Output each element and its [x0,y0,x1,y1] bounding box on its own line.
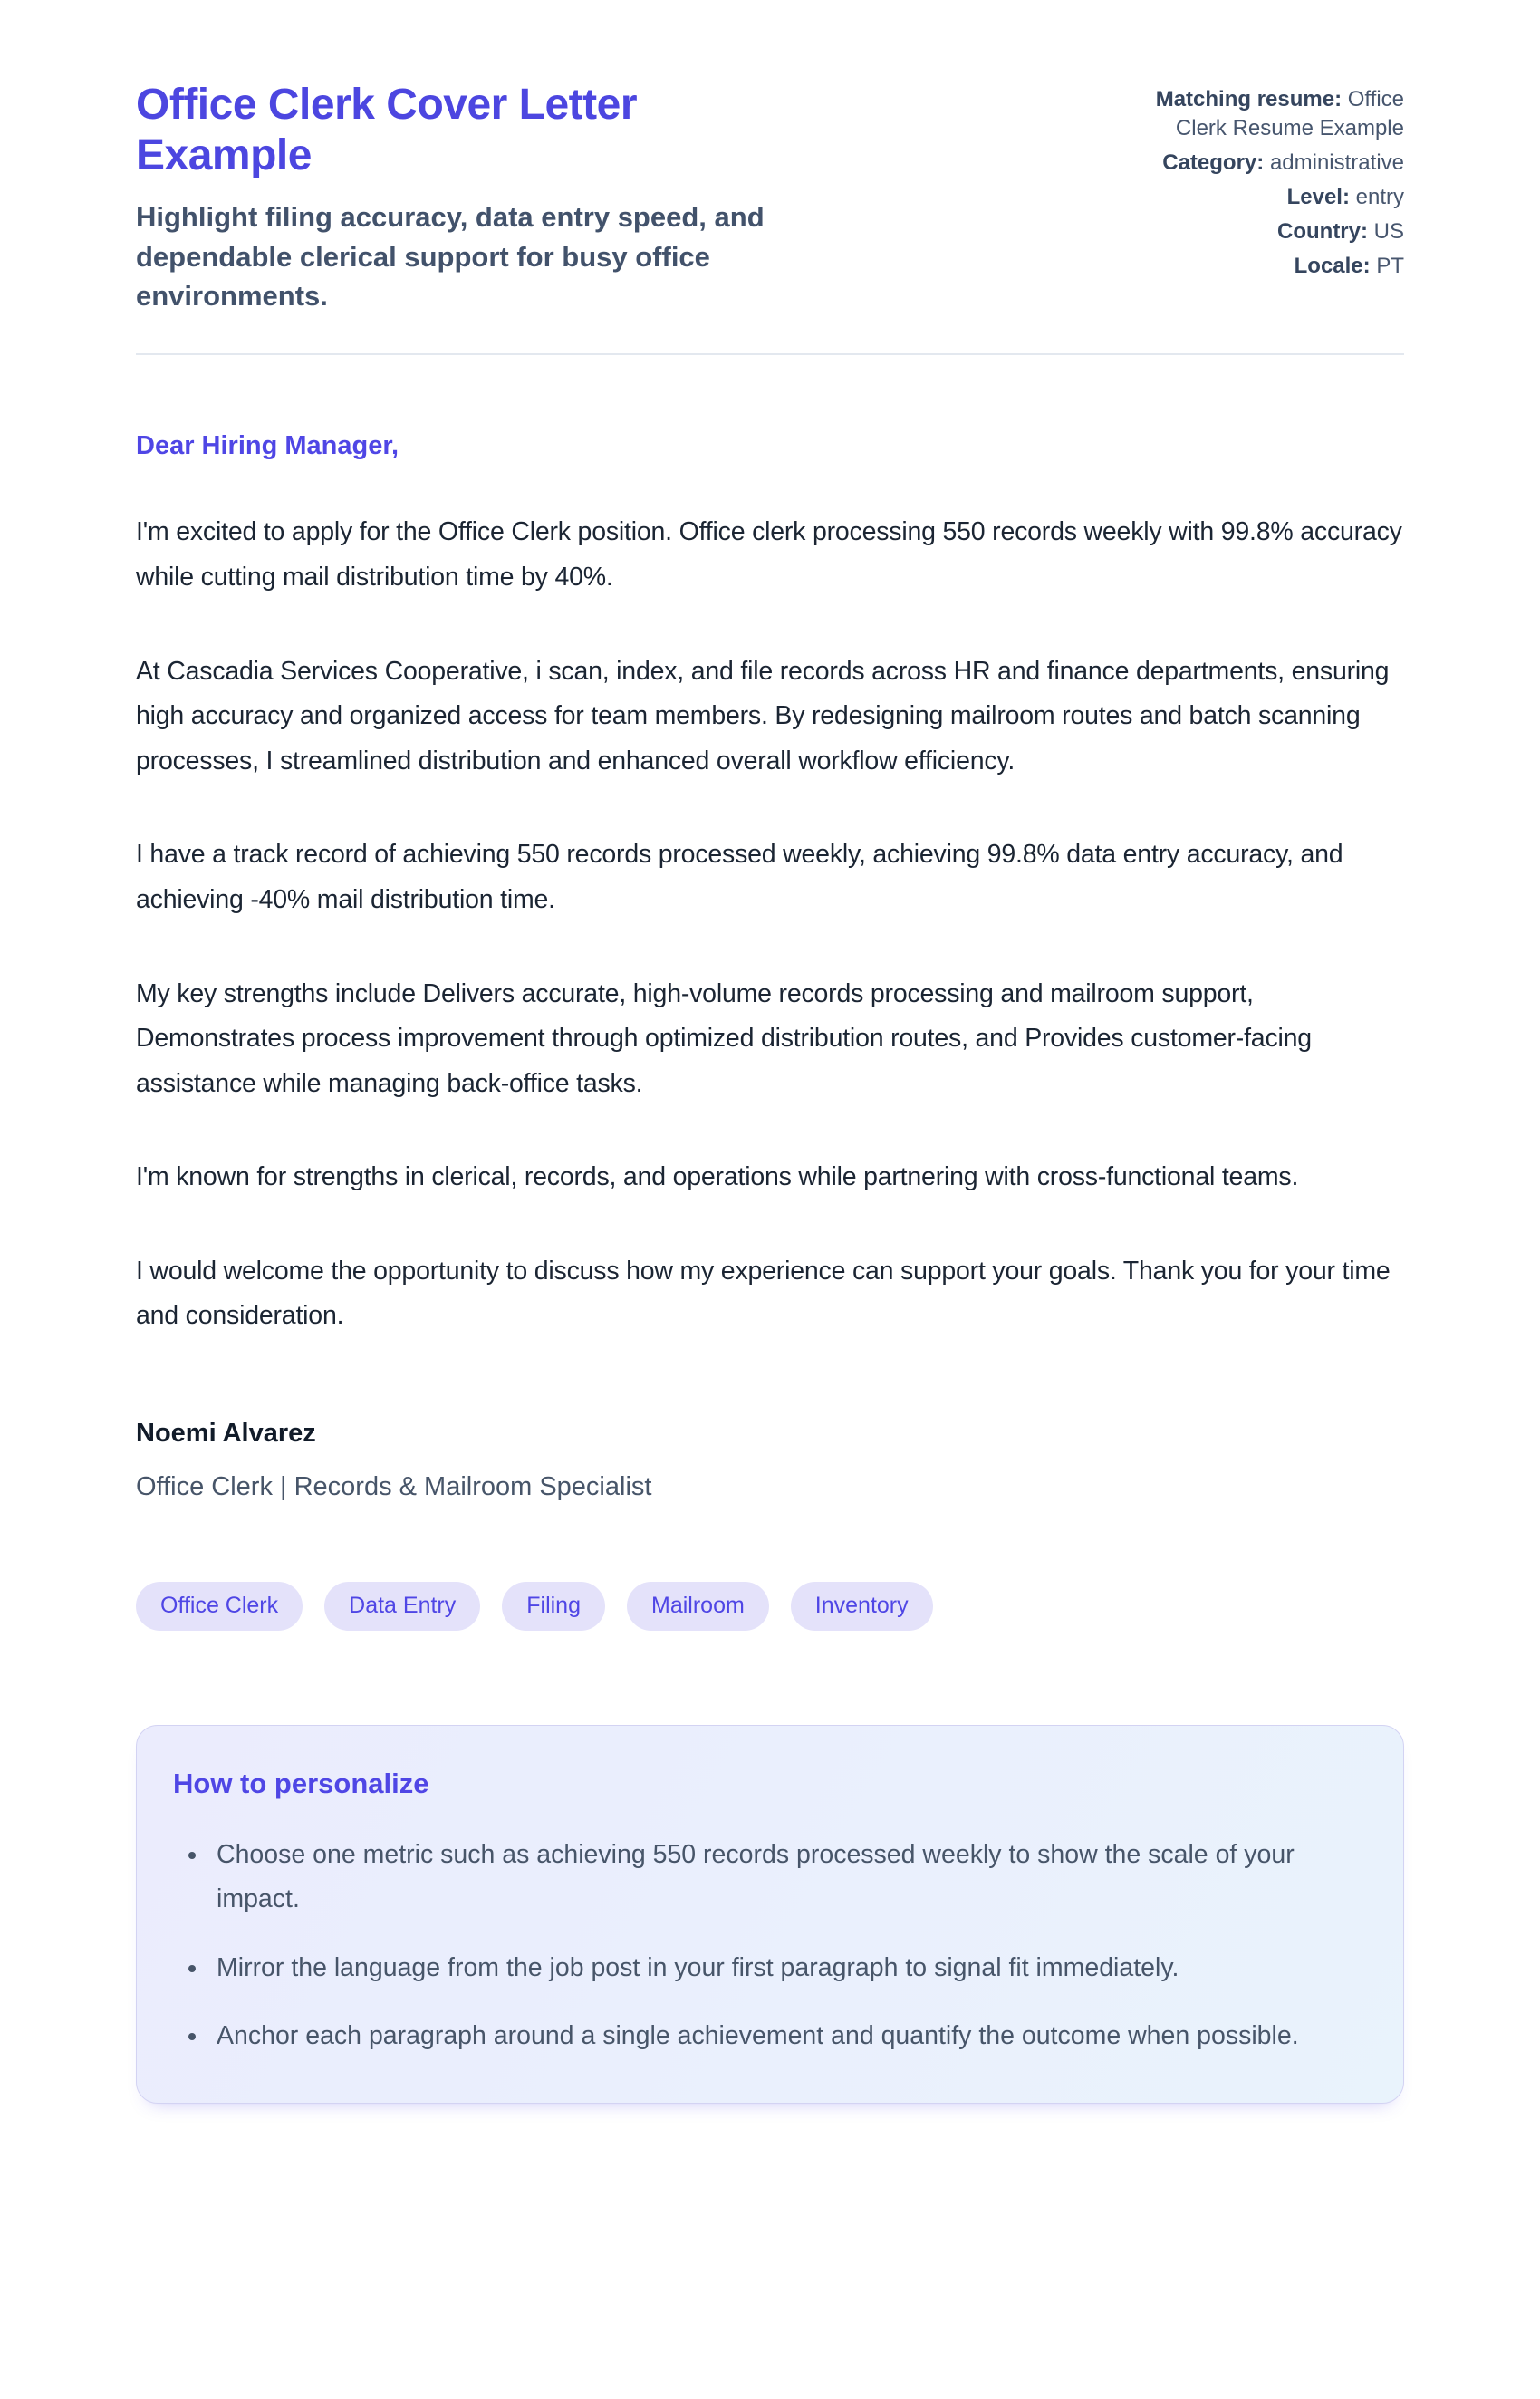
letter-paragraph-6: I would welcome the opportunity to discuss how my experience can support your goals. Thank you for your time and consideration. [136,1256,1391,1331]
meta-locale [1150,252,1404,281]
letter-body [136,431,1404,1502]
meta-country [1150,217,1404,246]
page-subtitle: Highlight filing accuracy, data entry speed, and dependable clerical support for busy office environments. [136,201,765,313]
signature-title: Office Clerk | Records & Mailroom Specialist [136,1472,652,1501]
letter-greeting: Dear Hiring Manager, [136,431,399,461]
personalize-item-3: • Anchor each paragraph around a single achievement and quantify the outcome when possible. [209,2014,1360,2059]
meta-category-label: Category: [1162,149,1265,175]
meta-locale-value: PT [1376,253,1404,278]
letter-paragraph-1: I'm excited to apply for the Office Clerk position. Office clerk processing 550 records weekly with 99.8% accuracy while cutting mail distribution time by 40%. [136,517,1402,593]
personalize-item-1: • Choose one metric such as achieving 550 records processed weekly to show the scale of your impact. [209,1833,1360,1922]
tag-office-clerk[interactable]: Office Clerk [136,1582,303,1631]
tag-list [136,1582,1404,1631]
resume-meta-block [1150,80,1404,285]
meta-level [1150,183,1404,212]
personalize-heading: How to personalize [173,1767,429,1799]
tag-data-entry[interactable]: Data Entry [324,1582,480,1631]
letter-paragraph-2: At Cascadia Services Cooperative, i scan, index, and file records across HR and finance departments, ensuring high accuracy and organized access for team members. By redesigning mailroom routes and batch scanning processes, I streamlined distribution and enhanced overall workflow efficiency. [136,656,1390,776]
tag-mailroom[interactable]: Mailroom [627,1582,769,1631]
meta-level-value: entry [1355,184,1404,209]
personalize-item-2: • Mirror the language from the job post in your first paragraph to signal fit immediately. [209,1946,1360,1991]
letter-paragraph-3: I have a track record of achieving 550 records processed weekly, achieving 99.8% data entry accuracy, and achieving -40% mail distribution time. [136,840,1343,914]
personalize-list [173,1833,1360,2059]
header-title-block [136,80,1114,315]
signature-name: Noemi Alvarez [136,1419,316,1448]
meta-country-value: US [1373,218,1404,244]
meta-category [1150,149,1404,178]
tag-inventory[interactable]: Inventory [791,1582,933,1631]
meta-matching-resume-label: Matching resume: [1155,87,1343,111]
letter-paragraph-5: I'm known for strengths in clerical, records, and operations while partnering with cross-functional teams. [136,1162,1299,1192]
personalize-callout [136,1725,1404,2104]
header-divider [136,353,1404,355]
tag-filing[interactable]: Filing [502,1582,605,1631]
meta-category-value: administrative [1269,149,1404,175]
letter-paragraph-4: My key strengths include Delivers accurate, high-volume records processing and mailroom support, Demonstrates process improvement through optimized distribution routes, and Provides customer-facing assistance while managing back-office tasks. [136,978,1312,1098]
page-title: Office Clerk Cover Letter Example [136,81,638,180]
meta-locale-label: Locale: [1294,253,1371,278]
meta-level-label: Level: [1286,184,1350,209]
meta-matching-resume [1150,85,1404,143]
meta-country-label: Country: [1277,218,1368,244]
page-header [136,80,1404,315]
meta-matching-resume-value: Office Clerk Resume Example [1175,87,1404,140]
